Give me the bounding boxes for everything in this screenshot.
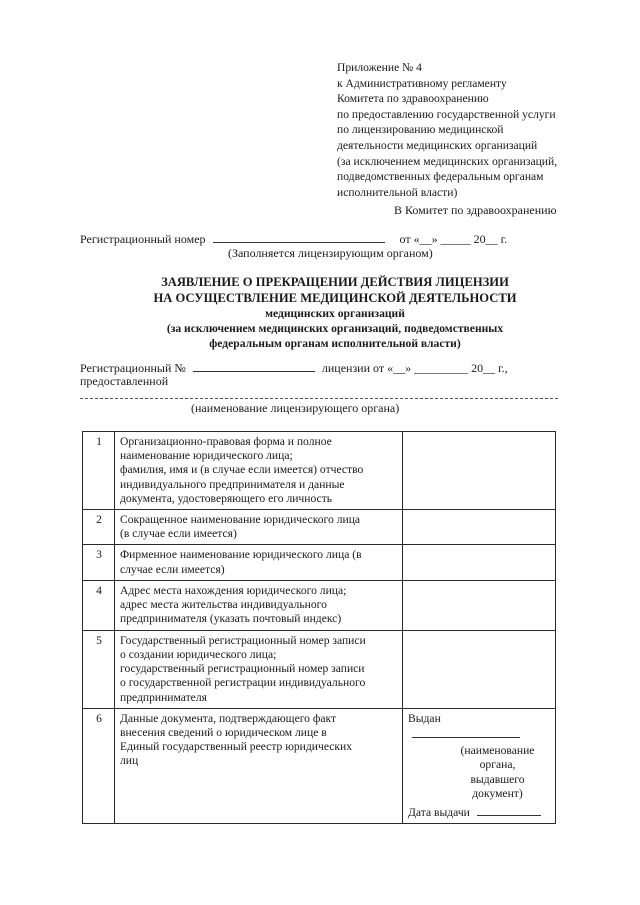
issued-by-caption-line: выдавшего документ) (470, 772, 525, 800)
appendix-line: Комитета по здравоохранению (337, 92, 489, 106)
row-number: 6 (83, 708, 115, 823)
appendix-line: по лицензированию медицинской (337, 123, 504, 137)
row-label-line: Адрес места нахождения юридического лица; (120, 583, 347, 597)
application-table (82, 431, 556, 824)
table-row (83, 630, 556, 708)
row-label-line: о создании юридического лица; (120, 648, 277, 662)
issuing-document-cell (403, 708, 556, 823)
row-value-field[interactable] (403, 580, 556, 630)
registration-number-label: Регистрационный номер (80, 232, 206, 246)
table-row (83, 708, 556, 823)
license-date: лицензии от «__» _________ 20__ г., (321, 361, 508, 375)
row-label-line: наименование юридического лица; (120, 449, 293, 463)
registration-number-line (80, 231, 507, 247)
row-label (115, 630, 403, 708)
row-label-line: Государственный регистрационный номер записи (120, 633, 366, 647)
licensing-authority-field[interactable] (80, 398, 558, 399)
title-line: медицинских организаций (265, 307, 405, 320)
row-label-line: предпринимателя (указать почтовый индекс) (120, 612, 342, 626)
appendix-line: подведомственных федеральным органам (337, 170, 544, 184)
appendix-line: к Административному регламенту (337, 76, 507, 90)
row-number: 4 (83, 580, 115, 630)
row-number: 5 (83, 630, 115, 708)
issued-by-label: Выдан (408, 711, 441, 725)
row-number: 2 (83, 510, 115, 545)
license-provided-label: предоставленной (80, 374, 169, 388)
addressee: В Комитет по здравоохранению (394, 203, 557, 217)
row-label-line: государственный регистрационный номер записи (120, 662, 365, 676)
table-row (83, 510, 556, 545)
row-label-line: фамилия, имя и (в случае если имеется) отчество (120, 463, 364, 477)
issue-date-label: Дата выдачи (408, 806, 470, 820)
issued-by-field[interactable] (412, 726, 520, 738)
row-label-line: документа, удостоверяющего его личность (120, 491, 333, 505)
issue-date-line (408, 804, 551, 820)
title-line: ЗАЯВЛЕНИЕ О ПРЕКРАЩЕНИИ ДЕЙСТВИЯ ЛИЦЕНЗИИ (161, 275, 509, 289)
row-label-line: внесения сведений о юридическом лице в (120, 726, 327, 740)
document-title (100, 274, 570, 351)
row-label-line: адрес места жительства индивидуального (120, 598, 327, 612)
appendix-line: по предоставлению государственной услуги (337, 107, 556, 121)
row-label-line: Единый государственный реестр юридических (120, 740, 353, 754)
appendix-line: деятельности медицинских организаций (337, 138, 538, 152)
issue-date-field[interactable] (477, 804, 541, 816)
row-label-line: лиц (120, 754, 139, 768)
row-label-line: Сокращенное наименование юридического лица (120, 513, 361, 527)
row-value-field[interactable] (403, 545, 556, 580)
table-row (83, 545, 556, 580)
title-line: (за исключением медицинских организаций, подведомственных (166, 322, 504, 335)
title-line: федеральным органам исполнительной власти) (209, 337, 461, 350)
issued-by-caption-line: (наименование органа, (460, 744, 535, 772)
license-reg-label: Регистрационный № (80, 361, 186, 375)
row-label-line: индивидуального предпринимателя и данные (120, 477, 345, 491)
row-label-line: Организационно-правовая форма и полное (120, 435, 332, 448)
row-label-line: Фирменное наименование юридического лица (в (120, 548, 362, 562)
appendix-header (337, 60, 607, 200)
table-row (83, 580, 556, 630)
license-number-field[interactable] (193, 360, 315, 372)
appendix-line: исполнительной власти) (337, 185, 458, 199)
row-label (115, 580, 403, 630)
appendix-line: (за исключением медицинских организаций, (337, 154, 558, 168)
licensing-authority-caption: (наименование лицензирующего органа) (191, 401, 400, 415)
row-label-line: предпринимателя (120, 690, 207, 704)
row-number: 3 (83, 545, 115, 580)
registration-number-field[interactable] (213, 231, 385, 243)
table-row (83, 432, 556, 510)
row-number: 1 (83, 432, 115, 510)
row-value-field[interactable] (403, 510, 556, 545)
row-label-line: о государственной регистрации индивидуального (120, 676, 366, 690)
title-line: НА ОСУЩЕСТВЛЕНИЕ МЕДИЦИНСКОЙ ДЕЯТЕЛЬНОСТИ (153, 291, 517, 305)
registration-date: от «__» _____ 20__ г. (399, 232, 508, 246)
row-label (115, 432, 403, 510)
row-label-line: Данные документа, подтверждающего факт (120, 711, 337, 725)
appendix-line: Приложение № 4 (337, 61, 422, 74)
row-label (115, 708, 403, 823)
issued-by-caption (444, 744, 551, 801)
registration-note: (Заполняется лицензирующим органом) (228, 246, 433, 260)
row-value-field[interactable] (403, 432, 556, 510)
row-value-field[interactable] (403, 630, 556, 708)
row-label-line: случае если имеется) (120, 562, 225, 576)
issued-by-line (408, 712, 551, 742)
row-label (115, 545, 403, 580)
row-label (115, 510, 403, 545)
row-label-line: (в случае если имеется) (120, 527, 237, 541)
